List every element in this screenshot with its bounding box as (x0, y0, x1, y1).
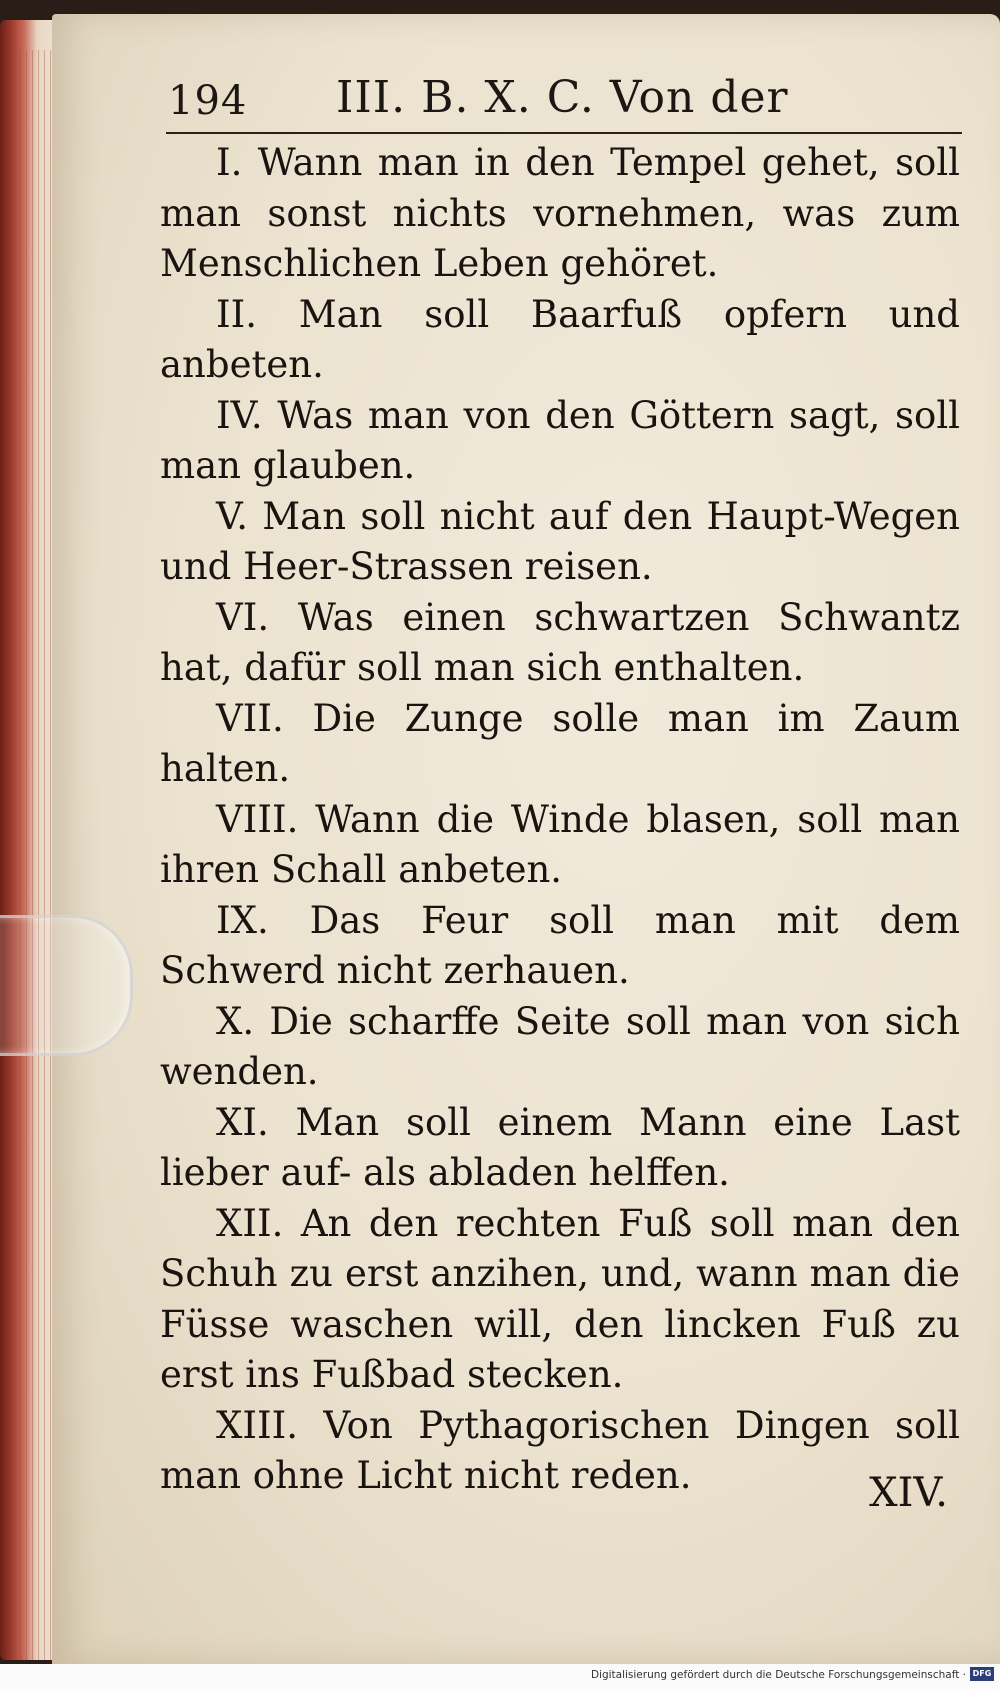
page-clip (0, 915, 133, 1056)
paragraph-3: IV. Was man von den Göttern sagt, soll man glauben. (160, 393, 960, 487)
paragraph-7: VIII. Wann die Winde blasen, soll man ihren Schall anbeten. (160, 797, 960, 891)
catchword: XIV. (869, 1470, 948, 1516)
digitization-credit: Digitalisierung gefördert durch die Deutsche Forschungsgemeinschaft · (590, 1669, 966, 1681)
page-edges (0, 20, 60, 1660)
paragraph-5: VI. Was einen schwartzen Schwantz hat, dafür soll man sich enthalten. (160, 595, 960, 689)
paragraph-8: IX. Das Feur soll man mit dem Schwerd nicht zerhauen. (160, 898, 960, 992)
paragraph-6: VII. Die Zunge solle man im Zaum halten. (160, 696, 960, 790)
body-text (160, 138, 960, 1502)
paragraph-1: I. Wann man in den Tempel gehet, soll man sonst nichts vornehmen, was zum Menschlichen Leben gehöret. (160, 141, 960, 285)
page-number: 194 (168, 78, 248, 124)
running-head: III. B. X. C. Von der (336, 72, 789, 123)
paragraph-10: XI. Man soll einem Mann eine Last lieber auf- als abladen helffen. (160, 1100, 960, 1194)
paragraph-11: XII. An den rechten Fuß soll man den Schuh zu erst anzihen, und, wann man die Füsse waschen will, den lincken Fuß zu erst ins Fußbad stecken. (160, 1201, 960, 1396)
paragraph-12: XIII. Von Pythagorischen Dingen soll man ohne Licht nicht reden. (160, 1403, 960, 1497)
paragraph-2: II. Man soll Baarfuß opfern und anbeten. (160, 292, 960, 386)
paragraph-4: V. Man soll nicht auf den Haupt-Wegen und Heer-Strassen reisen. (160, 494, 960, 588)
header-rule (166, 132, 962, 134)
dfg-logo: DFG (970, 1667, 994, 1681)
page-header (168, 72, 958, 134)
paragraph-9: X. Die scharffe Seite soll man von sich wenden. (160, 999, 960, 1093)
